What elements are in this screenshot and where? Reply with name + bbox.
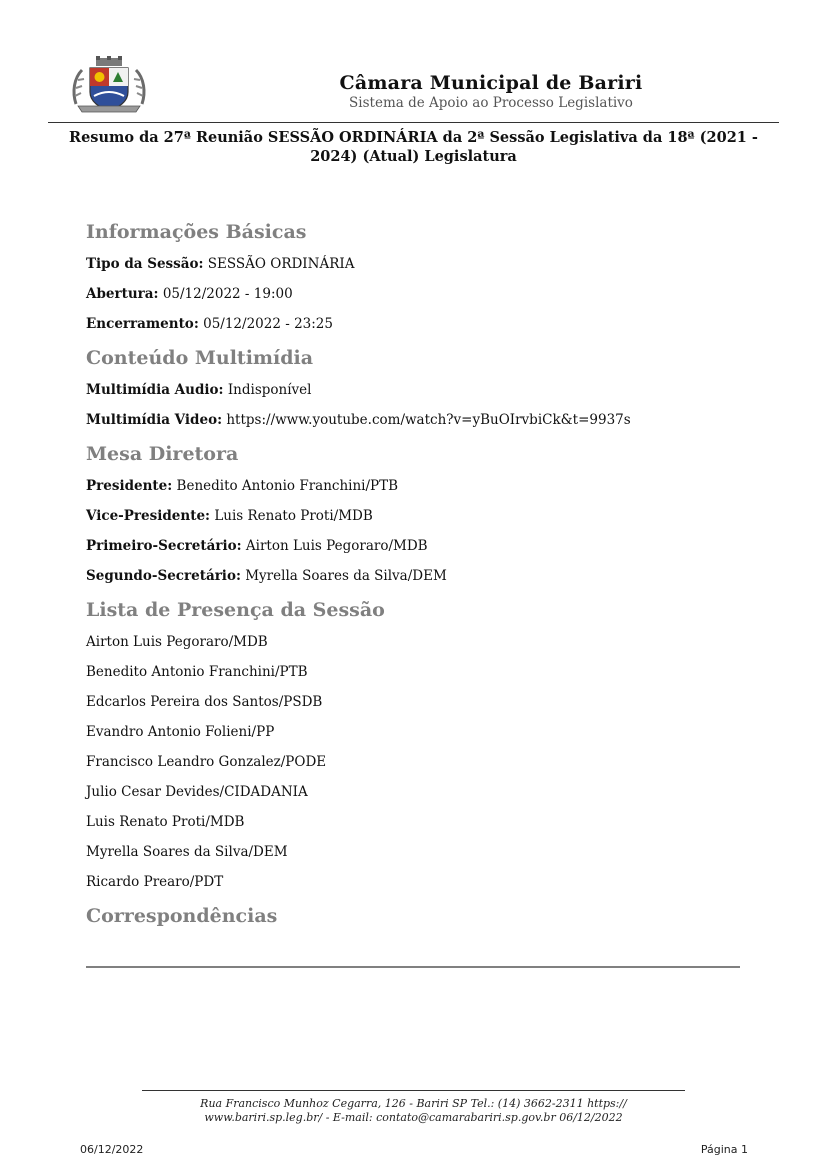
- field-value: SESSÃO ORDINÁRIA: [207, 256, 355, 272]
- field-multimidia-audio: [86, 379, 746, 409]
- field-label: Multimídia Audio:: [86, 382, 224, 398]
- field-primeiro-secretario: [86, 535, 746, 565]
- field-value: Myrella Soares da Silva/DEM: [245, 568, 447, 584]
- field-encerramento: [86, 313, 746, 343]
- list-item: Luis Renato Proti/MDB: [86, 814, 245, 830]
- footer-print-date: 06/12/2022: [80, 1143, 144, 1156]
- field-value: 05/12/2022 - 19:00: [162, 286, 293, 302]
- field-segundo-secretario: [86, 565, 746, 595]
- list-item: Julio Cesar Devides/CIDADANIA: [86, 784, 308, 800]
- field-label: Vice-Presidente:: [86, 508, 211, 524]
- field-presidente: [86, 475, 746, 505]
- field-abertura: [86, 283, 746, 313]
- list-item: Myrella Soares da Silva/DEM: [86, 844, 288, 860]
- footer-page-number: Página 1: [700, 1143, 748, 1156]
- field-tipo-sessao: [86, 253, 746, 283]
- document-title: Resumo da 27ª Reunião SESSÃO ORDINÁRIA da 2ª Sessão Legislativa da 18ª (2021 - 2024) (Atual) Legislatura: [69, 129, 758, 165]
- field-value: 05/12/2022 - 23:25: [203, 316, 333, 332]
- field-label: Abertura:: [86, 286, 159, 302]
- field-value: Airton Luis Pegoraro/MDB: [245, 538, 428, 554]
- section-title-informacoes-basicas: Informações Básicas: [86, 221, 307, 243]
- header-divider: [48, 122, 779, 123]
- field-value: Luis Renato Proti/MDB: [214, 508, 373, 524]
- field-label: Multimídia Video:: [86, 412, 223, 428]
- footer-address: [142, 1097, 685, 1125]
- field-label: Tipo da Sessão:: [86, 256, 204, 272]
- list-item: Benedito Antonio Franchini/PTB: [86, 664, 308, 680]
- section-title-lista-presenca: Lista de Presença da Sessão: [86, 599, 385, 621]
- document-body: [86, 217, 746, 937]
- list-item: Airton Luis Pegoraro/MDB: [86, 634, 268, 650]
- field-multimidia-video: [86, 409, 746, 439]
- footer-divider: [142, 1090, 685, 1091]
- content-end-divider: [86, 966, 740, 968]
- list-item: Francisco Leandro Gonzalez/PODE: [86, 754, 327, 770]
- video-link[interactable]: https://www.youtube.com/watch?v=yBuOIrvbiCk&t=9937s: [226, 412, 631, 428]
- footer-address-line: Rua Francisco Munhoz Cegarra, 126 - Bariri SP Tel.: (14) 3662-2311 https://: [200, 1097, 627, 1110]
- section-title-mesa-diretora: Mesa Diretora: [86, 443, 239, 465]
- field-value: Indisponível: [227, 382, 312, 398]
- institution-name: Câmara Municipal de Bariri: [339, 72, 643, 94]
- field-label: Primeiro-Secretário:: [86, 538, 242, 554]
- field-label: Presidente:: [86, 478, 173, 494]
- field-label: Encerramento:: [86, 316, 199, 332]
- field-value: Benedito Antonio Franchini/PTB: [176, 478, 399, 494]
- section-title-conteudo-multimidia: Conteúdo Multimídia: [86, 347, 314, 369]
- list-item: Ricardo Prearo/PDT: [86, 874, 224, 890]
- system-name: Sistema de Apoio ao Processo Legislativo: [349, 95, 633, 111]
- section-title-correspondencias: Correspondências: [86, 905, 278, 927]
- footer-address-line: www.bariri.sp.leg.br/ - E-mail: contato@camarabariri.sp.gov.br 06/12/2022: [204, 1111, 623, 1124]
- field-vice-presidente: [86, 505, 746, 535]
- list-item: Evandro Antonio Folieni/PP: [86, 724, 275, 740]
- field-label: Segundo-Secretário:: [86, 568, 241, 584]
- list-item: Edcarlos Pereira dos Santos/PSDB: [86, 694, 323, 710]
